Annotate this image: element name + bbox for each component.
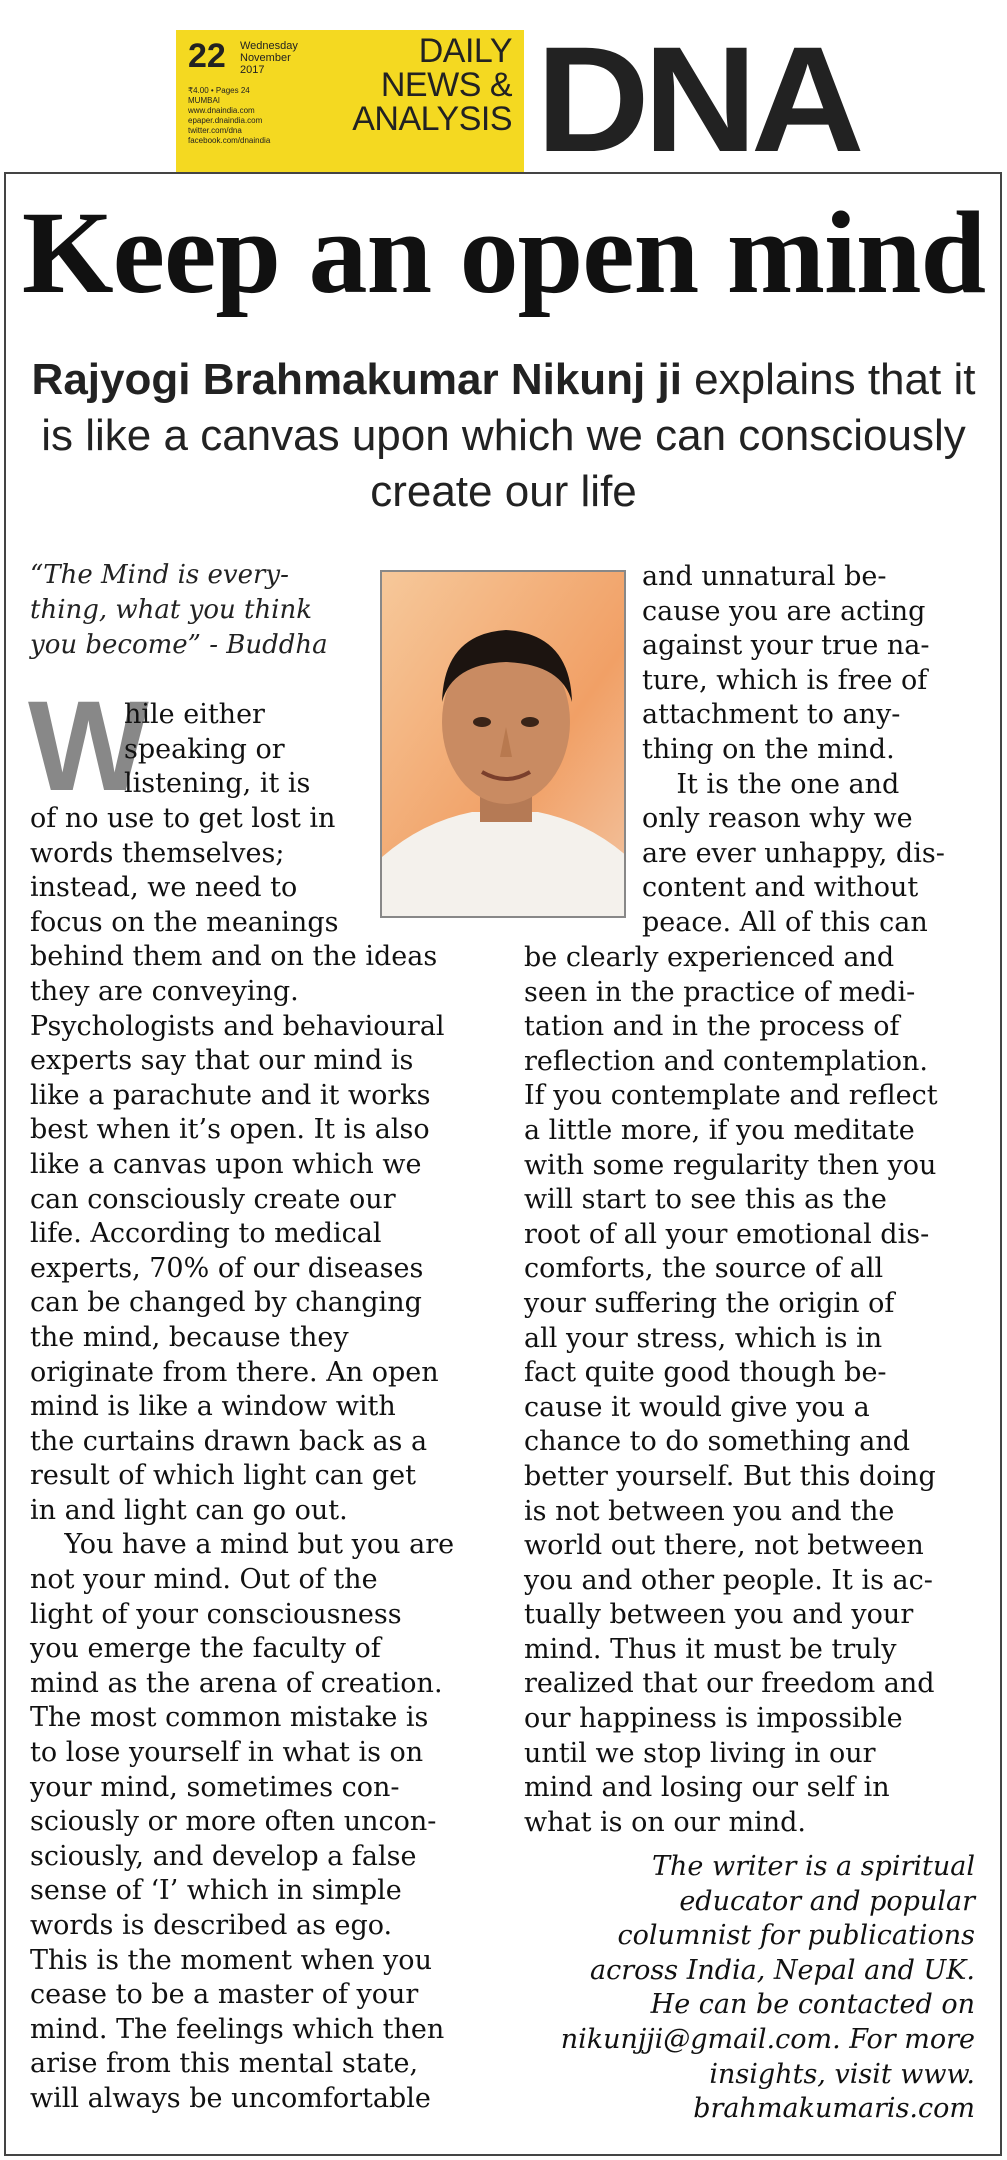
masthead-name: [352, 34, 512, 136]
text-line: experts, 70% of our diseases: [30, 1252, 424, 1284]
column-1-intro: [124, 698, 364, 802]
text-line: hile either: [124, 699, 265, 730]
text-line: mind. Thus it must be truly: [524, 1633, 897, 1665]
text-line: chance to do something and: [524, 1426, 911, 1458]
text-line: the curtains drawn back as a: [30, 1425, 428, 1457]
bio-line: brahmakumaris.com: [693, 2093, 975, 2125]
author-bio: [515, 1850, 975, 2127]
text-line: life. According to medical: [30, 1218, 382, 1250]
text-line: This is the moment when you: [30, 1944, 432, 1976]
text-line: mind. The feelings which then: [30, 2013, 445, 2045]
text-line: cause you are acting: [642, 595, 926, 627]
text-line: mind is like a window with: [30, 1391, 396, 1423]
text-line: the mind, because they: [30, 1321, 349, 1353]
text-line: are ever unhappy, dis-: [642, 837, 945, 869]
bio-line: educator and popular: [679, 1885, 975, 1917]
dna-logo: DNA: [536, 15, 859, 183]
text-line: they are conveying.: [30, 975, 299, 1007]
text-line: not your mind. Out of the: [30, 1564, 378, 1596]
text-line: is not between you and the: [524, 1495, 895, 1527]
text-line: experts say that our mind is: [30, 1045, 414, 1077]
bio-line: columnist for publications: [617, 1920, 975, 1952]
deck-author: Rajyogi Brahmakumar Nikunj ji: [31, 355, 682, 404]
text-line: sense of ‘I’ which in simple: [30, 1875, 402, 1907]
text-line: You have a mind but you are: [30, 1529, 455, 1561]
text-line: can consciously create our: [30, 1183, 396, 1215]
text-line: of no use to get lost in: [30, 803, 336, 834]
masthead-word-2: NEWS &: [380, 66, 512, 104]
website-link: www.dnaindia.com: [188, 106, 255, 115]
text-line: thing on the mind.: [642, 733, 895, 765]
text-line: Psychologists and behavioural: [30, 1010, 445, 1042]
text-line: you and other people. It is ac-: [524, 1564, 933, 1596]
text-line: It is the one and: [642, 768, 900, 800]
text-line: fact quite good though be-: [524, 1357, 887, 1389]
text-line: originate from there. An open: [30, 1356, 439, 1388]
text-line: behind them and on the ideas: [30, 941, 438, 973]
text-line: until we stop living in our: [524, 1737, 876, 1769]
drop-cap: W: [28, 675, 145, 818]
text-line: be clearly experienced and: [524, 942, 895, 973]
text-line: sciously or more often uncon-: [30, 1806, 437, 1838]
text-line: best when it’s open. It is also: [30, 1114, 430, 1146]
bio-line: He can be contacted on: [650, 1989, 975, 2021]
bio-line: insights, visit www.: [709, 2058, 975, 2090]
text-line: comforts, the source of all: [524, 1253, 884, 1285]
text-line: better yourself. But this doing: [524, 1460, 936, 1492]
quote-line: you become” - Buddha: [30, 630, 328, 660]
text-line: tually between you and your: [524, 1599, 914, 1631]
text-line: in and light can go out.: [30, 1494, 348, 1526]
twitter-link: twitter.com/dna: [188, 126, 242, 135]
date-month: November: [240, 52, 291, 64]
masthead-word-3: ANALYSIS: [352, 100, 512, 138]
quote-line: “The Mind is every-: [30, 560, 289, 590]
date-details: [240, 40, 330, 76]
text-line: words themselves;: [30, 837, 285, 869]
text-line: seen in the practice of medi-: [524, 976, 916, 1008]
text-line: ture, which is free of: [642, 664, 928, 696]
text-line: mind and losing our self in: [524, 1772, 890, 1804]
text-line: will always be uncomfortable: [30, 2082, 431, 2114]
date-weekday: Wednesday: [240, 40, 298, 52]
text-line: arise from this mental state,: [30, 2048, 419, 2080]
text-line: content and without: [642, 872, 919, 904]
text-line: realized that our freedom and: [524, 1668, 935, 1700]
edition-info: [188, 86, 358, 146]
text-line: world out there, not between: [524, 1530, 924, 1562]
text-line: will start to see this as the: [524, 1184, 887, 1216]
deck: [30, 352, 977, 520]
text-line: and unnatural be-: [642, 561, 887, 592]
deck-text: explains that it is like a canvas upon which we can consciously create our life: [41, 355, 976, 516]
headline: Keep an open mind: [21, 187, 986, 318]
text-line: reflection and contemplation.: [524, 1045, 928, 1077]
text-line: root of all your emotional dis-: [524, 1218, 930, 1250]
text-line: to lose yourself in what is on: [30, 1737, 424, 1769]
masthead: [176, 15, 859, 183]
text-line: cause it would give you a: [524, 1391, 870, 1423]
text-line: The most common mistake is: [30, 1702, 429, 1734]
text-line: words is described as ego.: [30, 1910, 393, 1941]
column-1-body: [30, 802, 490, 2117]
text-line: your suffering the origin of: [524, 1287, 895, 1319]
text-line: can be changed by changing: [30, 1287, 422, 1319]
masthead-word-1: DAILY: [418, 32, 512, 70]
text-line: focus on the meanings: [30, 906, 339, 938]
text-line: speaking or: [124, 733, 285, 765]
masthead-yellow-panel: [176, 30, 524, 172]
text-line: like a parachute and it works: [30, 1079, 431, 1111]
bio-line: The writer is a spiritual: [652, 1851, 975, 1882]
text-line: what is on our mind.: [524, 1806, 806, 1838]
column-2-body: [524, 941, 984, 1840]
bio-line: nikunjji@gmail.com. For more: [560, 2023, 975, 2055]
edition-city: MUMBAI: [188, 96, 220, 105]
text-line: result of which light can get: [30, 1460, 416, 1492]
text-line: cease to be a master of your: [30, 1979, 419, 2011]
quote-line: thing, what you think: [30, 595, 313, 625]
text-line: against your true na-: [642, 630, 930, 662]
column-2-top: [642, 560, 982, 941]
text-line: tation and in the process of: [524, 1011, 900, 1043]
text-line: mind as the arena of creation.: [30, 1667, 443, 1699]
text-line: your mind, sometimes con-: [30, 1771, 400, 1803]
text-line: all your stress, which is in: [524, 1322, 883, 1354]
text-line: you emerge the faculty of: [30, 1633, 381, 1665]
text-line: light of your consciousness: [30, 1598, 402, 1630]
text-line: instead, we need to: [30, 872, 298, 904]
text-line: If you contemplate and reflect: [524, 1080, 938, 1112]
pull-quote: [30, 558, 370, 663]
text-line: our happiness is impossible: [524, 1703, 903, 1735]
facebook-link: facebook.com/dnaindia: [188, 136, 271, 145]
text-line: only reason why we: [642, 803, 913, 835]
text-line: sciously, and develop a false: [30, 1840, 417, 1872]
text-line: a little more, if you meditate: [524, 1114, 915, 1146]
date-day: 22: [188, 37, 226, 75]
date-year: 2017: [240, 64, 265, 76]
text-line: with some regularity then you: [524, 1149, 937, 1181]
epaper-link: epaper.dnaindia.com: [188, 116, 263, 125]
text-line: like a canvas upon which we: [30, 1148, 422, 1180]
text-line: peace. All of this can: [642, 906, 928, 938]
price-pages: ₹4.00 • Pages 24: [188, 86, 250, 95]
text-line: attachment to any-: [642, 699, 901, 731]
bio-line: across India, Nepal and UK.: [590, 1954, 975, 1986]
text-line: listening, it is: [124, 768, 311, 800]
